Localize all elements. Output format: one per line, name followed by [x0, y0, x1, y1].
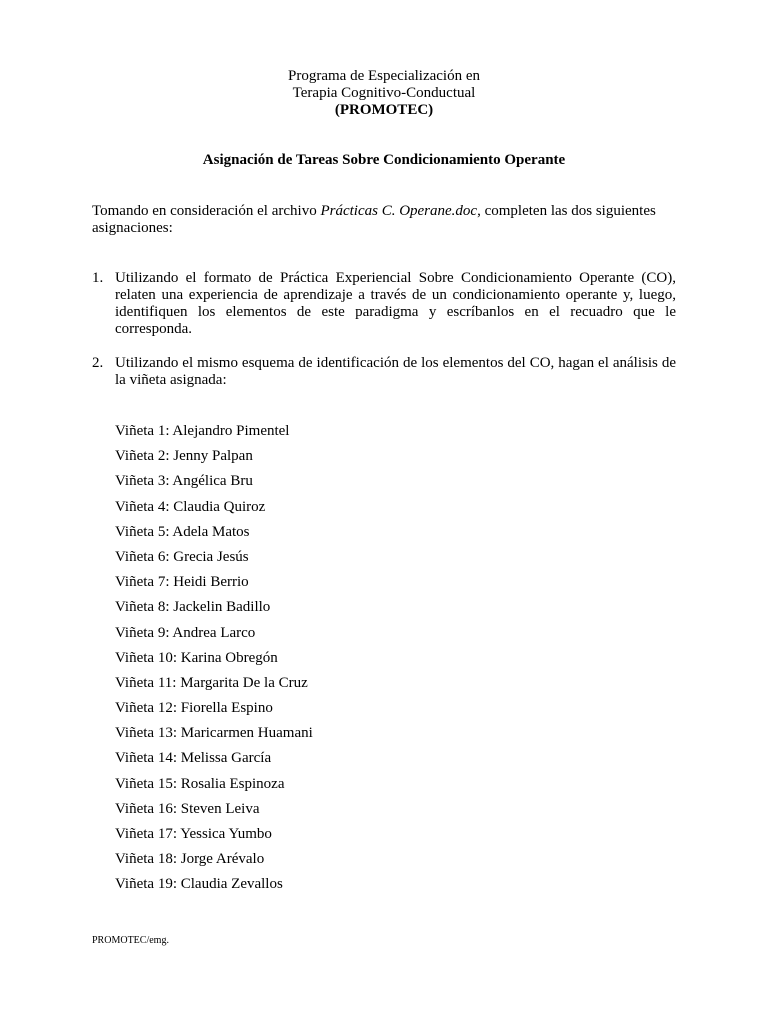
vignette-item: Viñeta 8: Jackelin Badillo [115, 599, 271, 616]
intro-paragraph [92, 203, 676, 237]
vignette-item: Viñeta 6: Grecia Jesús [115, 548, 249, 565]
task-number: 2. [92, 355, 104, 371]
intro-filename: Prácticas C. Operane.doc [320, 203, 478, 219]
program-acronym: (PROMOTEC) [334, 102, 434, 118]
vignette-item: Viñeta 14: Melissa García [115, 750, 272, 767]
vignette-item: Viñeta 9: Andrea Larco [115, 624, 256, 641]
vignette-item: Viñeta 19: Claudia Zevallos [115, 876, 283, 893]
task-text: Utilizando el formato de Práctica Experiencial Sobre Condicionamiento Operante (CO), relaten una experiencia de aprendizaje a través de un condicionamiento operante y, luego, identifiquen los elementos de este paradigma y escríbanlos en el recuadro que le corresponda. [115, 270, 676, 337]
vignette-item: Viñeta 16: Steven Leiva [115, 800, 260, 817]
task-text: Utilizando el mismo esquema de identificación de los elementos del CO, hagan el análisis de la viñeta asignada: [115, 355, 676, 388]
vignette-list [115, 423, 313, 902]
vignette-item: Viñeta 12: Fiorella Espino [115, 700, 273, 717]
assignment-title: Asignación de Tareas Sobre Condicionamiento Operante [202, 152, 566, 168]
vignette-item: Viñeta 1: Alejandro Pimentel [115, 423, 290, 439]
program-name: Programa de Especialización en [288, 68, 480, 84]
task-number: 1. [92, 270, 104, 286]
vignette-item: Viñeta 13: Maricarmen Huamani [115, 725, 313, 742]
task-item-1 [92, 270, 676, 338]
vignette-item: Viñeta 2: Jenny Palpan [115, 448, 253, 465]
vignette-item: Viñeta 7: Heidi Berrio [115, 574, 249, 591]
program-specialty: Terapia Cognitivo-Conductual [292, 85, 476, 101]
intro-text-before: Tomando en consideración el archivo [92, 203, 321, 219]
program-header [0, 68, 768, 119]
vignette-item: Viñeta 10: Karina Obregón [115, 649, 278, 666]
footer-reference: PROMOTEC/emg. [92, 935, 169, 946]
vignette-item: Viñeta 5: Adela Matos [115, 523, 250, 540]
vignette-item: Viñeta 4: Claudia Quiroz [115, 498, 266, 515]
vignette-item: Viñeta 11: Margarita De la Cruz [115, 674, 308, 691]
vignette-item: Viñeta 15: Rosalia Espinoza [115, 775, 285, 792]
vignette-item: Viñeta 17: Yessica Yumbo [115, 826, 272, 842]
vignette-item: Viñeta 18: Jorge Arévalo [115, 851, 265, 868]
task-item-2 [92, 355, 676, 389]
vignette-item: Viñeta 3: Angélica Bru [115, 473, 253, 490]
task-list [92, 270, 676, 389]
intro-text-after: , completen las dos siguientes asignaciones: [92, 203, 656, 236]
